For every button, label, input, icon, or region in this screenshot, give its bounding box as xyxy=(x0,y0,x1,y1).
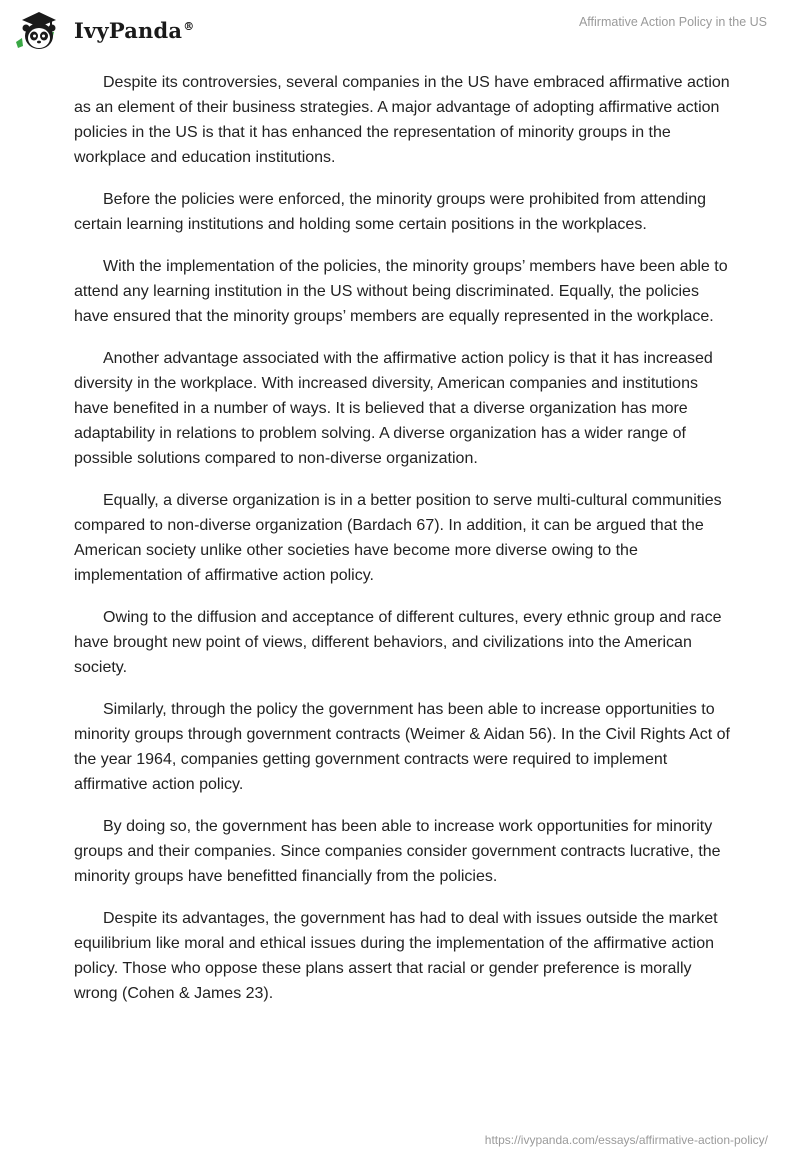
page-header xyxy=(0,0,800,60)
paragraph: Despite its controversies, several companies in the US have embraced affirmative action as an element of their business strategies. A major advantage of adopting affirmative action policies in the US is that it has enhanced the representation of minority groups in the workplace and education institutions. xyxy=(74,74,730,166)
panda-graduate-icon xyxy=(14,8,64,52)
paragraph: Another advantage associated with the affirmative action policy is that it has increased diversity in the workplace. With increased diversity, American companies and institutions have benefited in a number of ways. It is believed that a diverse organization has more adaptability in relations to problem solving. A diverse organization has a wider range of possible solutions compared to non-diverse organization. xyxy=(74,350,713,467)
paragraph: Despite its advantages, the government has had to deal with issues outside the market equilibrium like moral and ethical issues during the implementation of the affirmative action policy. Those who oppose these plans assert that racial or gender preference is morally wrong (Cohen & James 23). xyxy=(74,910,718,1002)
paragraph: Before the policies were enforced, the minority groups were prohibited from attending certain learning institutions and holding some certain positions in the workplaces. xyxy=(74,191,706,233)
essay-body xyxy=(74,70,734,1023)
paragraph: With the implementation of the policies, the minority groups’ members have been able to attend any learning institution in the US without being discriminated. Equally, the policies have ensured that the minority groups’ members are equally represented in the workplace. xyxy=(74,258,728,325)
brand-logo[interactable] xyxy=(14,8,194,52)
brand-name-text: IvyPanda xyxy=(74,17,183,43)
paragraph: Similarly, through the policy the government has been able to increase opportunities to minority groups through government contracts (Weimer & Aidan 56). In the Civil Rights Act of the year 1964, companies getting government contracts were required to implement affirmative action policy. xyxy=(74,701,730,793)
brand-name xyxy=(74,18,194,43)
running-title: Affirmative Action Policy in the US xyxy=(578,15,767,29)
paragraph: Owing to the diffusion and acceptance of different cultures, every ethnic group and race have brought new point of views, different behaviors, and civilizations into the American society. xyxy=(74,609,722,676)
source-url[interactable]: https://ivypanda.com/essays/affirmative-action-policy/ xyxy=(484,1133,768,1147)
paragraph: By doing so, the government has been able to increase work opportunities for minority groups and their companies. Since companies consider government contracts lucrative, the minority groups have benefitted financially from the policies. xyxy=(74,818,721,885)
brand-registered-mark: ® xyxy=(183,19,195,33)
paragraph: Equally, a diverse organization is in a better position to serve multi-cultural communities compared to non-diverse organization (Bardach 67). In addition, it can be argued that the American society unlike other societies have become more diverse owing to the implementation of affirmative action policy. xyxy=(74,492,722,584)
